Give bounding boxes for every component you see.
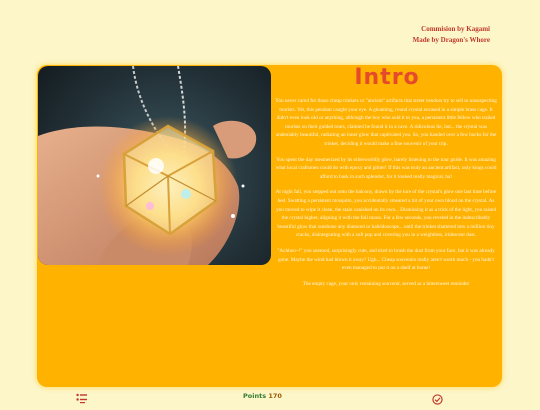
points-counter bbox=[243, 392, 282, 400]
points-label: Points bbox=[243, 392, 267, 400]
check-circle-icon[interactable] bbox=[432, 392, 443, 403]
credit-author: Made by Dragon's Whore bbox=[412, 36, 490, 44]
card-title: Intro bbox=[354, 65, 420, 90]
story-text bbox=[275, 97, 497, 295]
story-paragraph: "Achhoo~!" you sneezed, surprisingly cute, and tried to brush the dust from your face, but it was already gone. Maybe the wind had blown it away? Ugh... Cheap souvenirs really aren't worth much - you hadn't even managed to put it on a shelf at home! bbox=[277, 247, 495, 272]
intro-card bbox=[37, 65, 502, 387]
story-paragraph: You never cared for those cheap trinkets or "ancient" artifacts that street vendors try to sell to unsuspecting tourists. Yet, this pendant caught your eye. A gleaming, round crystal encased in a simple brass cage. It didn't even look old or anything, although the boy who sold it to you, a persistent little fellow who trailed tourists on their guided tours, claimed he found it in a cave. A ridiculous lie, but... the crystal was undeniably beautiful, radiating an inner glow that captivated you. So, you handed over a few bucks for the trinket, deciding it would make a fine souvenir of your trip. bbox=[275, 98, 497, 147]
story-paragraph: At night fall, you stepped out onto the balcony, drawn by the lure of the crystal's glow one last time before bed. Swatting a persistent mosquito, you accidentally smeared a bit of your own blood on the crystal. As you moved to wipe it clean, the stain vanished on its own... Dismissing it as a trick of the light, you raised the crystal higher, aligning it with the full moon. For a few seconds, you reveled in the indescribably beautiful glow that outshone any diamond or kaleidoscope... until the trinket shattered into a million tiny cracks, disintegrating with a soft pop and covering you in a weightless, iridescent dust. bbox=[275, 189, 497, 239]
story-paragraph: The empty cage, your only remaining souvenir, served as a bittersweet reminder bbox=[302, 280, 470, 287]
story-paragraph: You spent the day mesmerized by its otherworldly glow, barely listening to the tour guide. It was amazing what local craftsmen could do with epoxy and glitter! If this was truly an ancient artifact, only kings could afford to bask in such splendor, for it looked really magical, ha! bbox=[275, 156, 497, 180]
crystal-pendant-image bbox=[38, 66, 271, 265]
points-value: 170 bbox=[268, 392, 282, 400]
credits bbox=[413, 24, 490, 46]
credit-commission: Commision by Kagami bbox=[421, 25, 490, 33]
list-icon[interactable] bbox=[76, 391, 88, 403]
